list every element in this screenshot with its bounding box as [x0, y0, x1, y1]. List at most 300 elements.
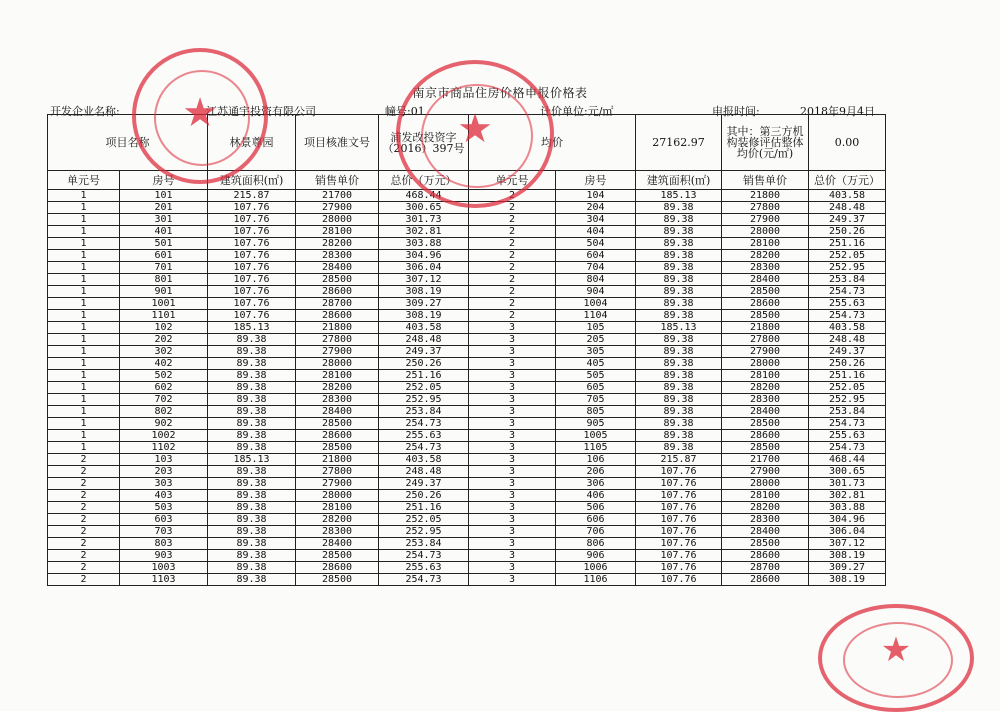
unit-price-cell: 28500: [722, 286, 809, 298]
col-room: 房号: [556, 171, 636, 190]
area-cell: 107.76: [208, 274, 296, 286]
unit-number-cell: 1: [48, 346, 120, 358]
unit-number-cell: 1: [48, 322, 120, 334]
unit-number-cell: 1: [48, 298, 120, 310]
unit-price-cell: 28500: [296, 574, 379, 586]
unit-number-cell: 1: [48, 262, 120, 274]
table-row: [48, 214, 886, 226]
area-cell: 89.38: [636, 238, 722, 250]
unit-number-cell: 3: [469, 334, 556, 346]
area-cell: 89.38: [208, 358, 296, 370]
total-price-cell: 251.16: [809, 370, 886, 382]
unit-price-cell: 28000: [296, 358, 379, 370]
room-number-cell: 1104: [556, 310, 636, 322]
unit-number-cell: 3: [469, 514, 556, 526]
table-row: [48, 262, 886, 274]
unit-number-cell: 2: [469, 298, 556, 310]
room-number-cell: 101: [120, 190, 208, 202]
room-number-cell: 201: [120, 202, 208, 214]
unit-number-cell: 1: [48, 430, 120, 442]
total-price-cell: 251.16: [809, 238, 886, 250]
unit-number-cell: 3: [469, 490, 556, 502]
unit-number-cell: 3: [469, 478, 556, 490]
unit-price-cell: 27900: [296, 478, 379, 490]
table-row: [48, 274, 886, 286]
total-price-cell: 301.73: [809, 478, 886, 490]
area-cell: 107.76: [636, 514, 722, 526]
room-number-cell: 702: [120, 394, 208, 406]
table-row: [48, 430, 886, 442]
unit-number-cell: 3: [469, 430, 556, 442]
unit-price-cell: 28600: [722, 574, 809, 586]
star-icon: ★: [182, 90, 218, 136]
room-number-cell: 605: [556, 382, 636, 394]
unit-price-cell: 28000: [296, 490, 379, 502]
unit-price-cell: 28000: [722, 358, 809, 370]
area-cell: 185.13: [208, 454, 296, 466]
unit-price-cell: 27900: [722, 466, 809, 478]
col-unit-price: 销售单价: [722, 171, 809, 190]
approval-number: 浦发改投资字（2016）397号: [379, 115, 469, 171]
area-cell: 107.76: [208, 226, 296, 238]
date-label: 申报时间:: [712, 105, 760, 118]
project-header-row: [48, 115, 886, 171]
total-price-cell: 303.88: [379, 238, 469, 250]
area-cell: 89.38: [208, 406, 296, 418]
unit-number-cell: 1: [48, 334, 120, 346]
area-cell: 107.76: [208, 298, 296, 310]
unit-number-cell: 2: [469, 262, 556, 274]
room-number-cell: 806: [556, 538, 636, 550]
unit-price-cell: 27900: [722, 346, 809, 358]
room-number-cell: 1002: [120, 430, 208, 442]
total-price-cell: 304.96: [379, 250, 469, 262]
unit-number-cell: 3: [469, 442, 556, 454]
area-cell: 89.38: [636, 430, 722, 442]
unit-number-cell: 2: [48, 490, 120, 502]
unit-price-cell: 28400: [296, 262, 379, 274]
total-price-cell: 254.73: [379, 550, 469, 562]
total-price-cell: 248.48: [809, 202, 886, 214]
table-row: [48, 334, 886, 346]
unit-price-cell: 28000: [722, 478, 809, 490]
table-row: [48, 394, 886, 406]
unit-price-cell: 21800: [722, 322, 809, 334]
table-row: [48, 370, 886, 382]
room-number-cell: 1003: [120, 562, 208, 574]
table-row: [48, 238, 886, 250]
unit-price-cell: 28600: [722, 430, 809, 442]
table-row: [48, 298, 886, 310]
area-cell: 89.38: [636, 286, 722, 298]
room-number-cell: 1004: [556, 298, 636, 310]
unit-price-cell: 28100: [722, 370, 809, 382]
unit-number-cell: 1: [48, 442, 120, 454]
unit-number-cell: 3: [469, 358, 556, 370]
room-number-cell: 1101: [120, 310, 208, 322]
room-number-cell: 306: [556, 478, 636, 490]
area-cell: 89.38: [636, 418, 722, 430]
area-cell: 215.87: [208, 190, 296, 202]
total-price-cell: 403.58: [809, 190, 886, 202]
unit-number-cell: 2: [469, 190, 556, 202]
table-row: [48, 418, 886, 430]
area-cell: 89.38: [636, 358, 722, 370]
table-row: [48, 286, 886, 298]
total-price-cell: 254.73: [379, 574, 469, 586]
total-price-cell: 468.44: [809, 454, 886, 466]
unit-number-cell: 2: [48, 562, 120, 574]
area-cell: 89.38: [208, 526, 296, 538]
room-number-cell: 402: [120, 358, 208, 370]
area-cell: 89.38: [208, 346, 296, 358]
unit-price-cell: 28300: [296, 250, 379, 262]
price-table: [47, 114, 886, 586]
unit-price-cell: 28500: [296, 418, 379, 430]
room-number-cell: 203: [120, 466, 208, 478]
table-row: [48, 490, 886, 502]
unit-number-cell: 3: [469, 346, 556, 358]
renovation-label: 其中：第三方机构装修评估整体均价(元/㎡): [722, 115, 809, 171]
total-price-cell: 254.73: [809, 310, 886, 322]
total-price-cell: 251.16: [379, 502, 469, 514]
unit-price-cell: 28600: [296, 310, 379, 322]
area-cell: 89.38: [636, 250, 722, 262]
room-number-cell: 801: [120, 274, 208, 286]
room-number-cell: 103: [120, 454, 208, 466]
table-row: [48, 382, 886, 394]
area-cell: 107.76: [208, 262, 296, 274]
price-bureau-seal-bottom: [818, 604, 974, 712]
unit-price-cell: 21800: [722, 190, 809, 202]
unit-price-cell: 28300: [722, 514, 809, 526]
area-cell: 107.76: [636, 562, 722, 574]
room-number-cell: 405: [556, 358, 636, 370]
area-cell: 107.76: [208, 238, 296, 250]
room-number-cell: 406: [556, 490, 636, 502]
total-price-cell: 249.37: [809, 346, 886, 358]
total-price-cell: 249.37: [379, 478, 469, 490]
unit-number-cell: 1: [48, 214, 120, 226]
unit-price-cell: 21700: [722, 454, 809, 466]
total-price-cell: 248.48: [809, 334, 886, 346]
unit-price-cell: 28600: [296, 286, 379, 298]
room-number-cell: 1005: [556, 430, 636, 442]
unit-number-cell: 3: [469, 574, 556, 586]
unit-price-cell: 21800: [296, 454, 379, 466]
area-cell: 185.13: [636, 190, 722, 202]
room-number-cell: 1006: [556, 562, 636, 574]
room-number-cell: 505: [556, 370, 636, 382]
unit-number-cell: 3: [469, 454, 556, 466]
unit-number-cell: 3: [469, 406, 556, 418]
area-cell: 89.38: [636, 346, 722, 358]
unit-number-cell: 1: [48, 370, 120, 382]
col-unit: 单元号: [48, 171, 120, 190]
total-price-cell: 403.58: [379, 322, 469, 334]
unit-price-cell: 28500: [722, 310, 809, 322]
total-price-cell: 255.63: [379, 430, 469, 442]
unit-price-cell: 21700: [296, 190, 379, 202]
unit-price-cell: 28300: [722, 262, 809, 274]
unit-price-cell: 28600: [296, 430, 379, 442]
unit-price-cell: 27900: [296, 346, 379, 358]
area-cell: 185.13: [208, 322, 296, 334]
unit-number-cell: 2: [469, 286, 556, 298]
table-row: [48, 442, 886, 454]
room-number-cell: 602: [120, 382, 208, 394]
unit-price-cell: 27800: [722, 334, 809, 346]
unit-number-cell: 2: [48, 466, 120, 478]
project-name-label: 项目名称: [48, 115, 208, 171]
total-price-cell: 252.95: [379, 526, 469, 538]
room-number-cell: 906: [556, 550, 636, 562]
total-price-cell: 255.63: [379, 562, 469, 574]
total-price-cell: 252.95: [809, 394, 886, 406]
room-number-cell: 401: [120, 226, 208, 238]
unit-number-cell: 1: [48, 226, 120, 238]
room-number-cell: 501: [120, 238, 208, 250]
unit-number-cell: 3: [469, 418, 556, 430]
room-number-cell: 502: [120, 370, 208, 382]
area-cell: 107.76: [208, 310, 296, 322]
col-total: 总价（万元）: [379, 171, 469, 190]
total-price-cell: 403.58: [809, 322, 886, 334]
area-cell: 89.38: [636, 202, 722, 214]
area-cell: 89.38: [636, 442, 722, 454]
unit-number-cell: 2: [469, 214, 556, 226]
total-price-cell: 403.58: [379, 454, 469, 466]
unit-price-cell: 28200: [296, 238, 379, 250]
unit-price-cell: 28500: [296, 442, 379, 454]
area-cell: 89.38: [636, 370, 722, 382]
total-price-cell: 468.44: [379, 190, 469, 202]
area-cell: 89.38: [208, 478, 296, 490]
unit-price-cell: 28100: [296, 370, 379, 382]
total-price-cell: 300.65: [379, 202, 469, 214]
room-number-cell: 903: [120, 550, 208, 562]
unit-number-cell: 2: [48, 550, 120, 562]
area-cell: 89.38: [636, 394, 722, 406]
room-number-cell: 802: [120, 406, 208, 418]
area-cell: 89.38: [636, 226, 722, 238]
unit-label: 计价单位:元/㎡: [540, 105, 614, 118]
unit-number-cell: 2: [48, 514, 120, 526]
unit-price-cell: 28500: [722, 538, 809, 550]
total-price-cell: 255.63: [809, 430, 886, 442]
area-cell: 89.38: [636, 214, 722, 226]
total-price-cell: 301.73: [379, 214, 469, 226]
unit-number-cell: 2: [469, 250, 556, 262]
total-price-cell: 252.95: [379, 394, 469, 406]
unit-number-cell: 3: [469, 502, 556, 514]
project-name: 林景尊园: [208, 115, 296, 171]
table-row: [48, 562, 886, 574]
unit-number-cell: 1: [48, 382, 120, 394]
total-price-cell: 248.48: [379, 334, 469, 346]
total-price-cell: 254.73: [379, 442, 469, 454]
room-number-cell: 704: [556, 262, 636, 274]
unit-price-cell: 28100: [296, 226, 379, 238]
star-icon: ★: [457, 106, 493, 152]
table-row: [48, 502, 886, 514]
total-price-cell: 250.26: [809, 358, 886, 370]
unit-price-cell: 28300: [722, 394, 809, 406]
unit-price-cell: 28600: [722, 298, 809, 310]
area-cell: 89.38: [208, 442, 296, 454]
unit-price-cell: 28400: [296, 406, 379, 418]
unit-price-cell: 27800: [296, 466, 379, 478]
room-number-cell: 304: [556, 214, 636, 226]
area-cell: 107.76: [208, 286, 296, 298]
area-cell: 89.38: [636, 310, 722, 322]
unit-price-cell: 28500: [722, 442, 809, 454]
room-number-cell: 504: [556, 238, 636, 250]
unit-number-cell: 2: [48, 478, 120, 490]
unit-number-cell: 1: [48, 418, 120, 430]
unit-price-cell: 28000: [722, 226, 809, 238]
average-price-label: 均价: [469, 115, 636, 171]
area-cell: 107.76: [636, 490, 722, 502]
table-row: [48, 310, 886, 322]
unit-price-cell: 28200: [722, 250, 809, 262]
total-price-cell: 306.04: [809, 526, 886, 538]
unit-number-cell: 2: [469, 202, 556, 214]
table-row: [48, 190, 886, 202]
room-number-cell: 804: [556, 274, 636, 286]
room-number-cell: 205: [556, 334, 636, 346]
total-price-cell: 307.12: [809, 538, 886, 550]
unit-number-cell: 1: [48, 358, 120, 370]
total-price-cell: 302.81: [379, 226, 469, 238]
unit-number-cell: 2: [48, 538, 120, 550]
room-number-cell: 302: [120, 346, 208, 358]
room-number-cell: 1103: [120, 574, 208, 586]
room-number-cell: 601: [120, 250, 208, 262]
room-number-cell: 701: [120, 262, 208, 274]
unit-price-cell: 28600: [296, 562, 379, 574]
total-price-cell: 308.19: [379, 310, 469, 322]
area-cell: 89.38: [208, 382, 296, 394]
room-number-cell: 902: [120, 418, 208, 430]
unit-price-cell: 28300: [296, 394, 379, 406]
column-header-row: [48, 171, 886, 190]
area-cell: 89.38: [208, 502, 296, 514]
room-number-cell: 901: [120, 286, 208, 298]
total-price-cell: 300.65: [809, 466, 886, 478]
building-number: 幢号:01: [385, 105, 425, 118]
room-number-cell: 503: [120, 502, 208, 514]
total-price-cell: 250.26: [809, 226, 886, 238]
table-row: [48, 538, 886, 550]
area-cell: 107.76: [208, 214, 296, 226]
table-row: [48, 478, 886, 490]
unit-price-cell: 28200: [296, 382, 379, 394]
room-number-cell: 106: [556, 454, 636, 466]
average-price: 27162.97: [636, 115, 722, 171]
unit-number-cell: 1: [48, 190, 120, 202]
col-total: 总价（万元）: [809, 171, 886, 190]
area-cell: 89.38: [208, 550, 296, 562]
unit-price-cell: 28100: [722, 490, 809, 502]
room-number-cell: 104: [556, 190, 636, 202]
area-cell: 89.38: [208, 394, 296, 406]
total-price-cell: 252.05: [379, 382, 469, 394]
unit-number-cell: 1: [48, 310, 120, 322]
area-cell: 89.38: [636, 382, 722, 394]
total-price-cell: 254.73: [379, 418, 469, 430]
unit-number-cell: 1: [48, 250, 120, 262]
room-number-cell: 1102: [120, 442, 208, 454]
room-number-cell: 803: [120, 538, 208, 550]
unit-number-cell: 3: [469, 370, 556, 382]
unit-number-cell: 1: [48, 394, 120, 406]
document-title: 南京市商品住房价格申报价格表: [412, 86, 588, 100]
table-row: [48, 346, 886, 358]
area-cell: 89.38: [208, 490, 296, 502]
room-number-cell: 703: [120, 526, 208, 538]
area-cell: 185.13: [636, 322, 722, 334]
room-number-cell: 604: [556, 250, 636, 262]
area-cell: 215.87: [636, 454, 722, 466]
unit-price-cell: 28100: [296, 502, 379, 514]
room-number-cell: 202: [120, 334, 208, 346]
unit-price-cell: 28400: [296, 538, 379, 550]
table-row: [48, 250, 886, 262]
col-unit-price: 销售单价: [296, 171, 379, 190]
room-number-cell: 1105: [556, 442, 636, 454]
area-cell: 107.76: [636, 502, 722, 514]
room-number-cell: 1001: [120, 298, 208, 310]
unit-price-cell: 28400: [722, 274, 809, 286]
unit-price-cell: 21800: [296, 322, 379, 334]
room-number-cell: 905: [556, 418, 636, 430]
total-price-cell: 307.12: [379, 274, 469, 286]
total-price-cell: 249.37: [379, 346, 469, 358]
unit-price-cell: 28000: [296, 214, 379, 226]
unit-number-cell: 1: [48, 274, 120, 286]
unit-price-cell: 28300: [296, 526, 379, 538]
unit-price-cell: 28700: [296, 298, 379, 310]
area-cell: 89.38: [208, 418, 296, 430]
table-row: [48, 514, 886, 526]
table-row: [48, 550, 886, 562]
unit-price-cell: 28200: [722, 382, 809, 394]
area-cell: 107.76: [636, 550, 722, 562]
table-row: [48, 454, 886, 466]
unit-price-cell: 28600: [722, 550, 809, 562]
area-cell: 89.38: [636, 406, 722, 418]
developer-label: 开发企业名称:: [50, 105, 120, 118]
area-cell: 107.76: [636, 478, 722, 490]
total-price-cell: 253.84: [379, 406, 469, 418]
total-price-cell: 254.73: [809, 442, 886, 454]
unit-number-cell: 3: [469, 322, 556, 334]
total-price-cell: 251.16: [379, 370, 469, 382]
area-cell: 89.38: [208, 370, 296, 382]
renovation-price: 0.00: [809, 115, 886, 171]
unit-price-cell: 28100: [722, 238, 809, 250]
table-row: [48, 202, 886, 214]
area-cell: 107.76: [208, 250, 296, 262]
unit-price-cell: 27800: [296, 334, 379, 346]
unit-number-cell: 1: [48, 202, 120, 214]
unit-number-cell: 2: [469, 310, 556, 322]
area-cell: 89.38: [208, 466, 296, 478]
unit-number-cell: 2: [469, 226, 556, 238]
unit-number-cell: 2: [48, 454, 120, 466]
room-number-cell: 303: [120, 478, 208, 490]
